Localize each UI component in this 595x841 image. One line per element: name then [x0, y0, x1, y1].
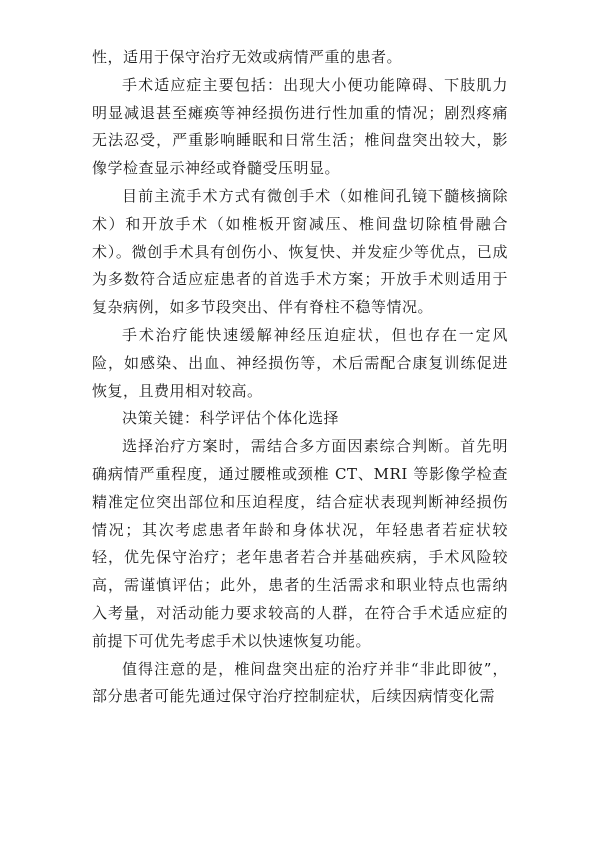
paragraph-note: 值得注意的是，椎间盘突出症的治疗并非“非此即彼”，部分患者可能先通过保守治疗控制症状，后续因病情变化需 [92, 659, 508, 706]
section-heading-decision: 决策关键：科学评估个体化选择 [122, 409, 340, 428]
paragraph-surgical-risks: 手术治疗能快速缓解神经压迫症状，但也存在一定风险，如感染、出血、神经损伤等，术后需配合康复训练促进恢复，且费用相对较高。 [92, 325, 508, 400]
paragraph-surgical-methods: 目前主流手术方式有微创手术（如椎间孔镜下髓核摘除术）和开放手术（如椎板开窗减压、椎间盘切除植骨融合术）。微创手术具有创伤小、恢复快、并发症少等优点，已成为多数符合适应症患者的首选手术方案；开放手术则适用于复杂病例，如多节段突出、伴有脊柱不稳等情况。 [92, 186, 508, 317]
paragraph-conservative-end: 性，适用于保守治疗无效或病情严重的患者。 [92, 48, 403, 66]
paragraph-treatment-selection: 选择治疗方案时，需结合多方面因素综合判断。首先明确病情严重程度，通过腰椎或颈椎 CT、MRI 等影像学检查精准定位突出部位和压迫程度，结合症状表现判断神经损伤情况；其次考虑患者年龄和身体状况，年轻患者若症状较轻，优先保守治疗；老年患者若合并基础疾病，手术风险较高，需谨慎评估；此外，患者的生活需求和职业特点也需纳入考量，对活动能力要求较高的人群，在符合手术适应症的前提下可优先考虑手术以快速恢复功能。 [92, 437, 508, 650]
document-page [92, 44, 508, 711]
paragraph-surgical-indications: 手术适应症主要包括：出现大小便功能障碍、下肢肌力明显减退甚至瘫痪等神经损伤进行性加重的情况；剧烈疼痛无法忍受，严重影响睡眠和日常生活；椎间盘突出较大，影像学检查显示神经或脊髓受压明显。 [92, 75, 508, 178]
